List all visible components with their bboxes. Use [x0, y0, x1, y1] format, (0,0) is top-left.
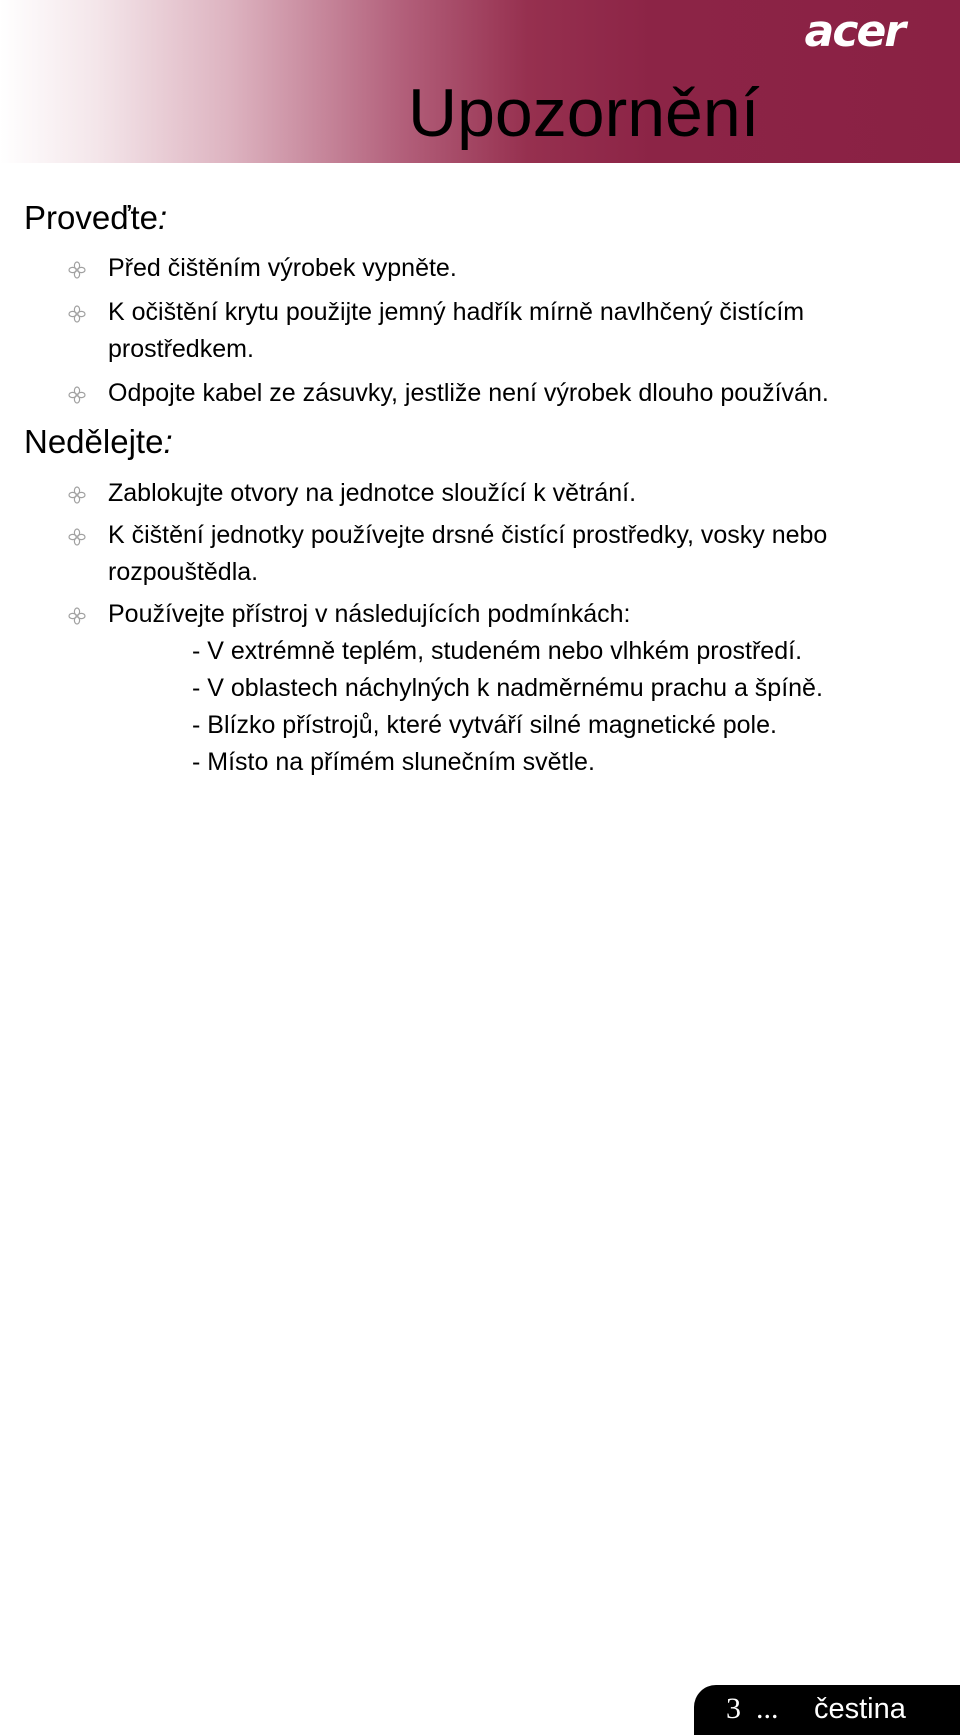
footer-separator: ... — [756, 1692, 779, 1725]
four-petal-star-icon — [68, 528, 86, 546]
four-petal-star-icon — [68, 386, 86, 404]
list-item — [24, 596, 924, 781]
four-petal-star-icon — [68, 486, 86, 504]
heading-colon: : — [163, 423, 173, 460]
section-heading-dont — [24, 419, 924, 464]
list-item-text: K čištění jednotky používejte drsné čistící prostředky, vosky nebo rozpouštědla. — [108, 521, 828, 586]
list-item — [24, 294, 924, 368]
document-body — [24, 195, 924, 786]
page-title: Upozornění — [408, 75, 760, 151]
conditions-sublist — [108, 633, 924, 781]
list-item — [24, 375, 924, 412]
sublist-item: - V extrémně teplém, studeném nebo vlhkém prostředí. — [192, 637, 803, 665]
section-heading-label: Proveďte — [24, 199, 159, 236]
list-item — [24, 517, 924, 591]
acer-logo: acer — [804, 6, 904, 57]
sublist-item: - Místo na přímém slunečním světle. — [192, 748, 595, 776]
list-item — [24, 475, 924, 512]
do-list — [24, 250, 924, 412]
section-heading-do — [24, 195, 924, 240]
sublist-item: - Blízko přístrojů, které vytváří silné magnetické pole. — [192, 711, 777, 739]
header-banner — [0, 0, 960, 163]
four-petal-star-icon — [68, 607, 86, 625]
page-number: 3 — [726, 1692, 741, 1725]
four-petal-star-icon — [68, 305, 86, 323]
list-item — [24, 250, 924, 287]
list-item-text: Před čištěním výrobek vypněte. — [108, 254, 457, 282]
list-item-text: Zablokujte otvory na jednotce sloužící k větrání. — [108, 479, 637, 507]
list-item-text: K očištění krytu použijte jemný hadřík mírně navlhčený čistícím prostředkem. — [108, 298, 805, 363]
list-item-text: Používejte přístroj v následujících podmínkách: — [108, 600, 631, 628]
sublist-item: - V oblastech náchylných k nadměrnému prachu a špíně. — [192, 674, 823, 702]
dont-list — [24, 475, 924, 781]
four-petal-star-icon — [68, 261, 86, 279]
footer-language: čestina — [814, 1693, 906, 1725]
page-footer-tab — [694, 1685, 960, 1735]
list-item-text: Odpojte kabel ze zásuvky, jestliže není výrobek dlouho používán. — [108, 379, 829, 407]
section-heading-label: Nedělejte — [24, 423, 164, 460]
heading-colon: : — [158, 199, 168, 236]
